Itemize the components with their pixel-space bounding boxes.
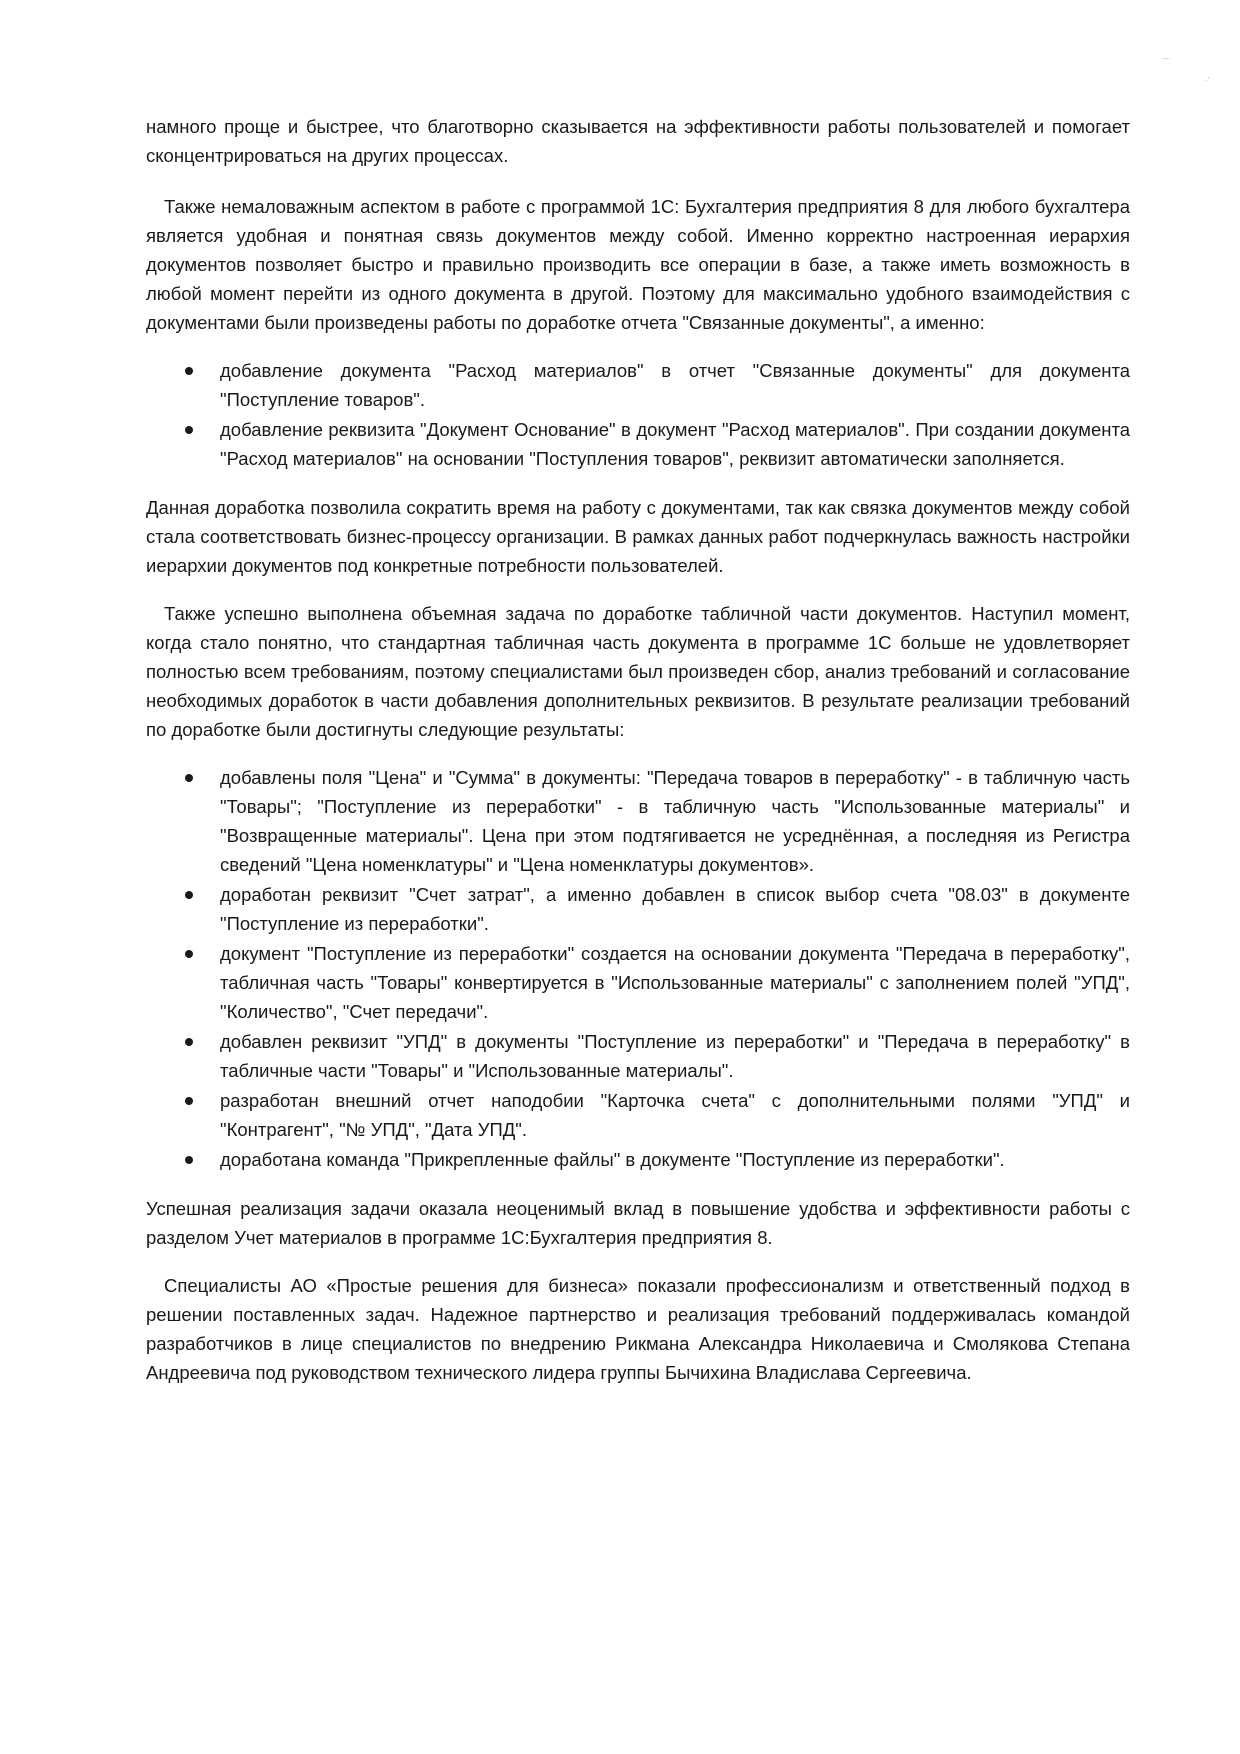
bullet-icon — [185, 774, 193, 782]
list-item — [146, 939, 1130, 1026]
list-item-text: добавлен реквизит "УПД" в документы "Поступление из переработки" и "Передача в переработку" в табличные части "Товары" и "Использованные материалы". — [220, 1031, 1130, 1081]
paragraph-intro-continuation: намного проще и быстрее, что благотворно сказывается на эффективности работы пользователей и помогает сконцентрироваться на других процессах. — [146, 116, 1130, 166]
paragraph-improvement-result: Данная доработка позволила сократить время на работу с документами, так как связка документов между собой стала соответствовать бизнес-процессу организации. В рамках данных работ подчеркнулась важность настройки иерархии документов под конкретные потребности пользователей. — [146, 497, 1130, 576]
list-item — [146, 356, 1130, 414]
list-item — [146, 880, 1130, 938]
bullet-icon — [185, 1097, 193, 1105]
list-item — [146, 1086, 1130, 1144]
bullet-icon — [185, 1156, 193, 1164]
bullet-icon — [185, 426, 193, 434]
bullet-icon — [185, 367, 193, 375]
list-item — [146, 1027, 1130, 1085]
tabular-section-results-list — [146, 763, 1130, 1174]
paragraph-document-links: Также немаловажным аспектом в работе с программой 1С: Бухгалтерия предприятия 8 для любого бухгалтера является удобная и понятная связь документов между собой. Именно корректно настроенная иерархия документов позволяет быстро и правильно производить все операции в базе, а также иметь возможность в любой момент перейти из одного документа в другой. Поэтому для максимально удобного взаимодействия с документами были произведены работы по доработке отчета "Связанные документы", а именно: — [146, 196, 1130, 333]
list-item-text: доработан реквизит "Счет затрат", а именно добавлен в список выбор счета "08.03" в документе "Поступление из переработки". — [220, 884, 1130, 934]
list-item-text: добавлены поля "Цена" и "Сумма" в документы: "Передача товаров в переработку" - в табличную часть "Товары"; "Поступление из переработки" - в табличную часть "Использованные материалы" и "Возвращенные материалы". Цена при этом подтягивается не усреднённая, а последняя из Регистра сведений "Цена номенклатуры" и "Цена номенклатуры документов». — [220, 767, 1130, 875]
bullet-icon — [185, 1038, 193, 1046]
scan-artifact: ·–· — [1161, 54, 1171, 63]
scan-artifact: ·' — [1205, 76, 1210, 85]
bullet-icon — [185, 950, 193, 958]
list-item — [146, 763, 1130, 879]
list-item-text: добавление реквизита "Документ Основание" в документ "Расход материалов". При создании документа "Расход материалов" на основании "Поступления товаров", реквизит автоматически заполняется. — [220, 419, 1130, 469]
list-item — [146, 415, 1130, 473]
bullet-icon — [185, 891, 193, 899]
related-documents-improvements-list — [146, 356, 1130, 473]
paragraph-tabular-section-task: Также успешно выполнена объемная задача по доработке табличной части документов. Наступил момент, когда стало понятно, что стандартная табличная часть документа в программе 1С больше не удовлетворяет полностью всем требованиям, поэтому специалистами был произведен сбор, анализ требований и согласование необходимых доработок в части добавления дополнительных реквизитов. В результате реализации требований по доработке были достигнуты следующие результаты: — [146, 603, 1130, 740]
paragraph-success-summary: Успешная реализация задачи оказала неоценимый вклад в повышение удобства и эффективности работы с разделом Учет материалов в программе 1С:Бухгалтерия предприятия 8. — [146, 1198, 1130, 1248]
list-item-text: добавление документа "Расход материалов" в отчет "Связанные документы" для документа "Поступление товаров". — [220, 360, 1130, 410]
list-item-text: доработана команда "Прикрепленные файлы" в документе "Поступление из переработки". — [220, 1149, 1005, 1170]
list-item-text: разработан внешний отчет наподобии "Карточка счета" с дополнительными полями "УПД" и "Контрагент", "№ УПД", "Дата УПД". — [220, 1090, 1130, 1140]
paragraph-team-acknowledgement: Специалисты АО «Простые решения для бизнеса» показали профессионализм и ответственный подход в решении поставленных задач. Надежное партнерство и реализация требований поддерживалась командой разработчиков в лице специалистов по внедрению Рикмана Александра Николаевича и Смолякова Степана Андреевича под руководством технического лидера группы Бычихина Владислава Сергеевича. — [146, 1275, 1130, 1383]
list-item — [146, 1145, 1130, 1174]
list-item-text: документ "Поступление из переработки" создается на основании документа "Передача в переработку", табличная часть "Товары" конвертируется в "Использованные материалы" с заполнением полей "УПД", "Количество", "Счет передачи". — [220, 943, 1130, 1022]
document-page — [146, 112, 1130, 1406]
